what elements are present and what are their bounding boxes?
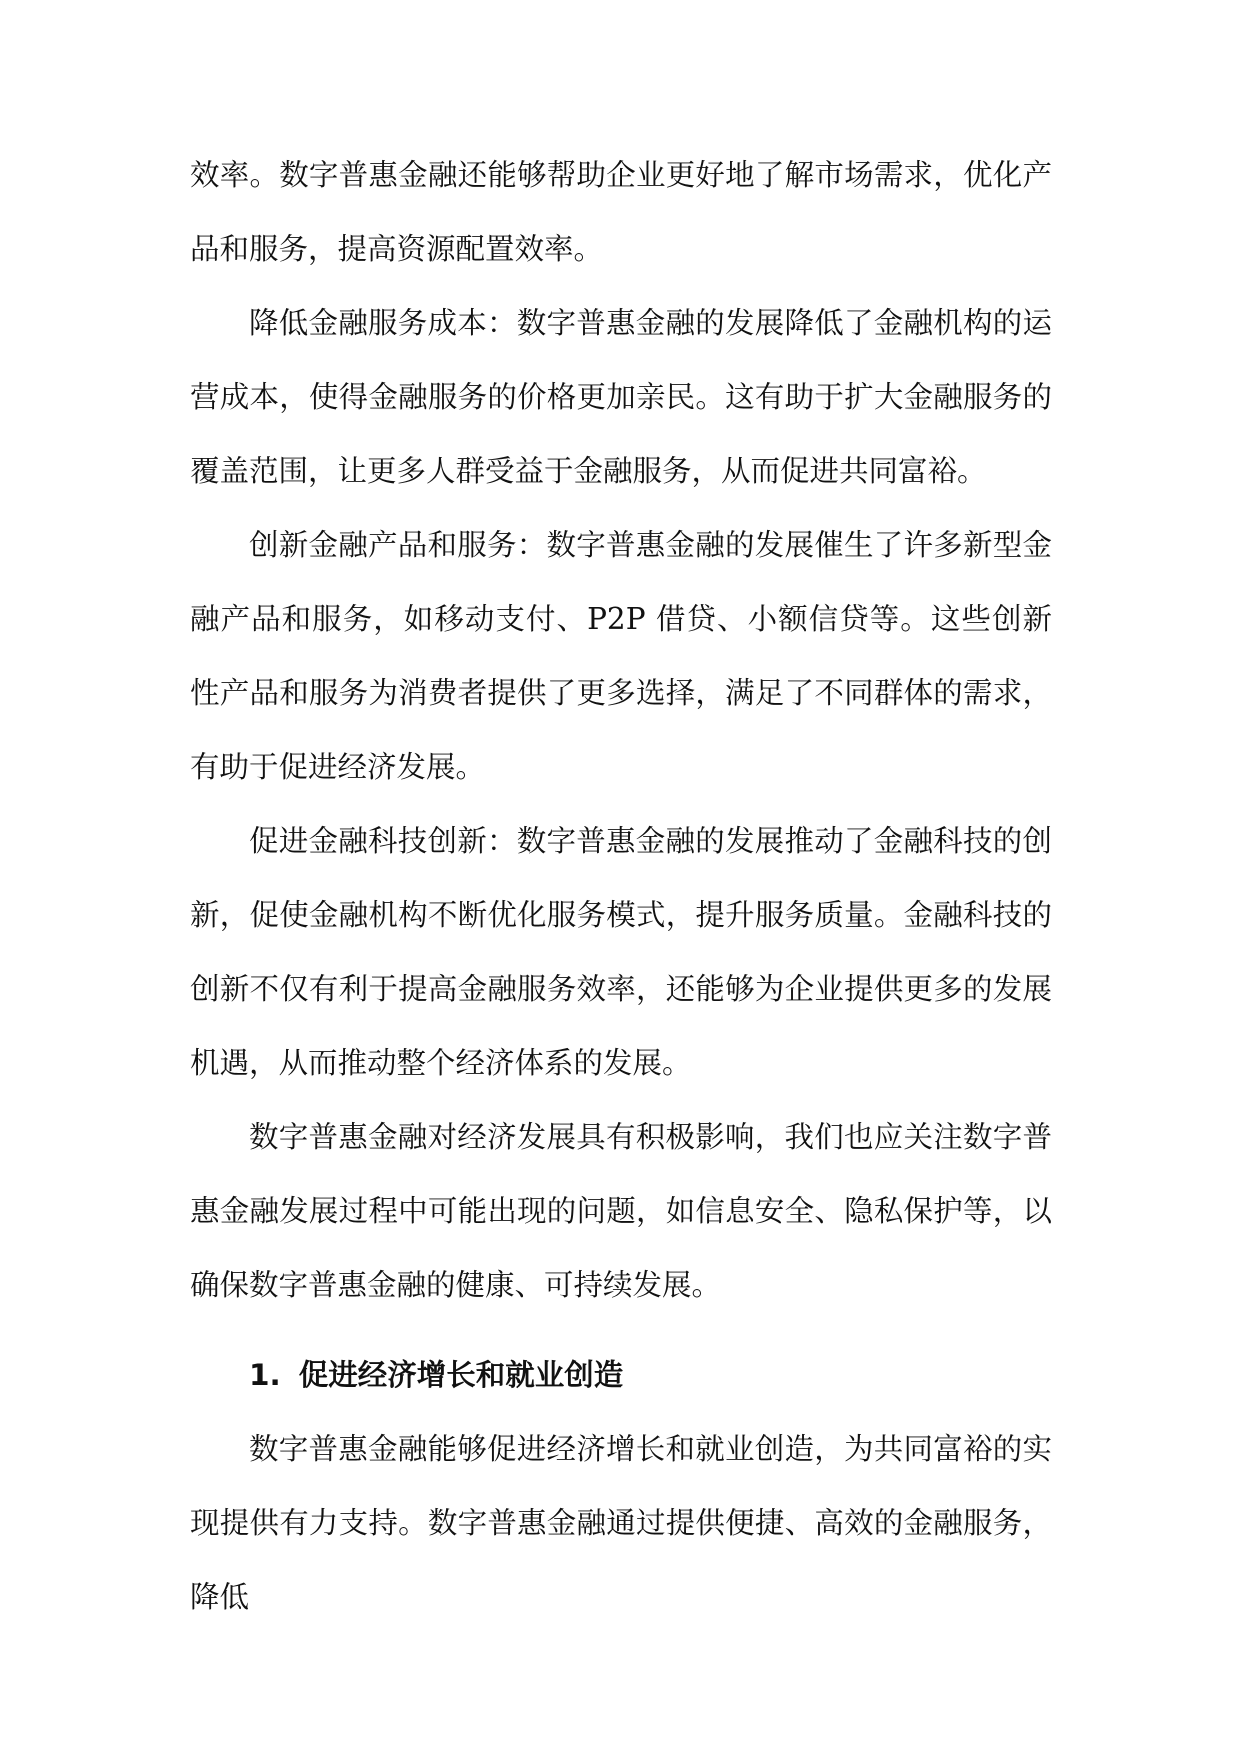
paragraph-growth-employment: 数字普惠金融能够促进经济增长和就业创造，为共同富裕的实现提供有力支持。数字普惠金融通过提供便捷、高效的金融服务，降低	[190, 1432, 1052, 1614]
section-heading	[190, 1338, 1052, 1412]
paragraph-summary: 数字普惠金融对经济发展具有积极影响，我们也应关注数字普惠金融发展过程中可能出现的问题，如信息安全、隐私保护等，以确保数字普惠金融的健康、可持续发展。	[190, 1120, 1052, 1302]
paragraph-continuation: 效率。数字普惠金融还能够帮助企业更好地了解市场需求，优化产品和服务，提高资源配置效率。	[190, 158, 1052, 266]
paragraph-innovate-products: 创新金融产品和服务：数字普惠金融的发展催生了许多新型金融产品和服务，如移动支付、P2P 借贷、小额信贷等。这些创新性产品和服务为消费者提供了更多选择，满足了不同群体的需求，有助于促进经济发展。	[190, 528, 1052, 784]
paragraph-reduce-cost: 降低金融服务成本：数字普惠金融的发展降低了金融机构的运营成本，使得金融服务的价格更加亲民。这有助于扩大金融服务的覆盖范围，让更多人群受益于金融服务，从而促进共同富裕。	[190, 306, 1052, 488]
section-title: 促进经济增长和就业创造	[298, 1358, 624, 1392]
document-page	[190, 138, 1052, 1634]
paragraph-fintech-innovation: 促进金融科技创新：数字普惠金融的发展推动了金融科技的创新，促使金融机构不断优化服务模式，提升服务质量。金融科技的创新不仅有利于提高金融服务效率，还能够为企业提供更多的发展机遇，从而推动整个经济体系的发展。	[190, 824, 1052, 1080]
section-number: 1.	[249, 1358, 281, 1392]
